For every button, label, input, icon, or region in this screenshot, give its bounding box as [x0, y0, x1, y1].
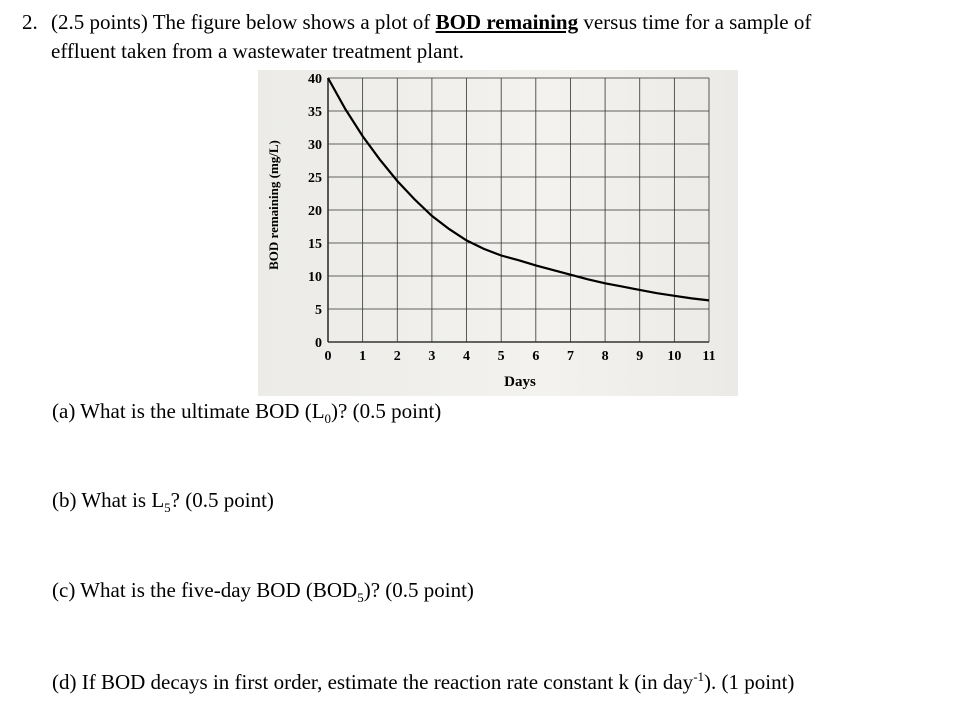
question-number: 2. [22, 10, 38, 34]
part-a-text: (a) What is the ultimate BOD (L [52, 399, 325, 423]
part-c [52, 576, 474, 604]
x-tick-label: 6 [532, 349, 540, 364]
x-tick-label: 1 [359, 349, 367, 364]
question-intro-prefix: (2.5 points) The figure below shows a plot of [51, 10, 431, 34]
question-line-1 [22, 8, 947, 37]
part-b-subscript: 5 [164, 500, 171, 516]
y-tick-label: 5 [315, 303, 322, 318]
part-b-text: (b) What is L [52, 488, 165, 512]
part-d [52, 668, 794, 696]
part-d-superscript: -1 [693, 669, 705, 684]
x-tick-label: 10 [667, 349, 682, 364]
part-a [52, 397, 441, 425]
y-tick-label: 40 [308, 72, 322, 87]
part-d-text: (d) If BOD decays in first order, estimate the reaction rate constant k (in day [52, 670, 694, 694]
question-intro-line2: effluent taken from a wastewater treatment plant. [51, 39, 465, 63]
chart-photo [258, 70, 738, 396]
x-tick-label: 11 [702, 349, 716, 364]
part-d-tail: ). (1 point) [704, 670, 795, 694]
y-tick-label: 15 [308, 237, 322, 252]
question-header [22, 8, 947, 66]
y-tick-label: 30 [308, 138, 322, 153]
x-tick-label: 5 [497, 349, 505, 364]
x-tick-label: 7 [566, 349, 574, 364]
y-tick-label: 35 [308, 105, 322, 120]
part-c-tail: )? (0.5 point) [363, 578, 474, 602]
part-b-tail: ? (0.5 point) [170, 488, 274, 512]
question-intro-suffix: versus time for a sample of [583, 10, 812, 34]
x-tick-label: 4 [463, 349, 471, 364]
x-tick-label: 8 [601, 349, 609, 364]
part-a-tail: )? (0.5 point) [331, 399, 442, 423]
bod-remaining-emphasis: BOD remaining [435, 10, 579, 34]
y-tick-label: 25 [308, 171, 322, 186]
bod-chart [258, 70, 738, 396]
y-tick-label: 20 [308, 204, 322, 219]
x-tick-label: 2 [393, 349, 401, 364]
x-tick-label: 0 [324, 349, 332, 364]
x-axis-label: Days [504, 374, 536, 390]
y-tick-label: 10 [308, 270, 322, 285]
part-c-subscript: 5 [357, 590, 364, 606]
part-a-subscript: 0 [324, 411, 332, 427]
y-axis-label: BOD remaining (mg/L) [266, 140, 281, 270]
x-tick-label: 9 [636, 349, 644, 364]
part-c-text: (c) What is the five-day BOD (BOD [52, 578, 358, 602]
part-b [52, 486, 274, 514]
x-tick-label: 3 [428, 349, 436, 364]
y-tick-label: 0 [315, 336, 322, 351]
